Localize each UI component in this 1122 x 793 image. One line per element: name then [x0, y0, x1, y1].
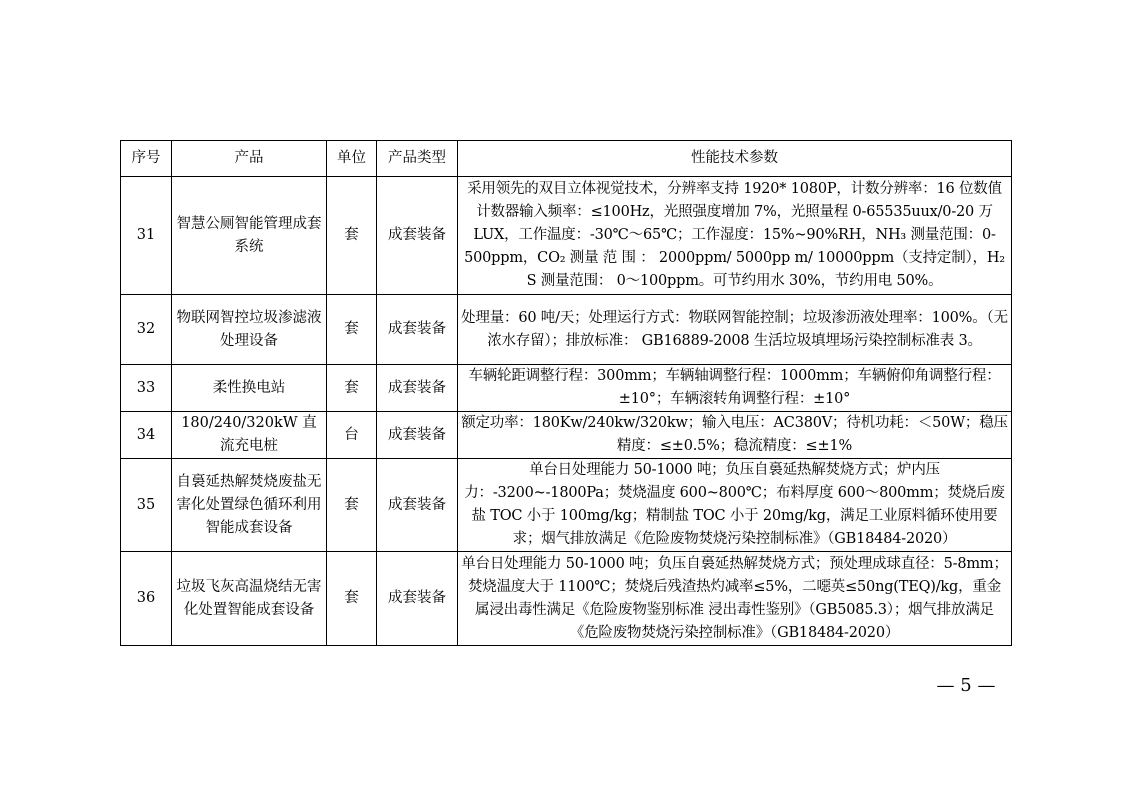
row-type: 成套装备	[377, 365, 458, 412]
table-header-row	[121, 141, 1012, 177]
row-unit: 套	[327, 365, 377, 412]
row-unit: 套	[327, 459, 377, 552]
row-product: 智慧公厕智能管理成套系统	[172, 177, 327, 295]
row-type: 成套装备	[377, 295, 458, 365]
row-index: 31	[121, 177, 172, 295]
row-params: 车辆轮距调整行程：300mm；车辆轴调整行程：1000mm；车辆俯仰角调整行程：±10°；车辆滚转角调整行程：±10°	[458, 365, 1012, 412]
table-row	[121, 552, 1012, 646]
table-row	[121, 365, 1012, 412]
row-product: 自裛延热解焚烧废盐无害化处置绿色循环利用智能成套设备	[172, 459, 327, 552]
row-type: 成套装备	[377, 412, 458, 459]
row-params: 处理量：60 吨/天；处理运行方式：物联网智能控制；垃圾渗沥液处理率：100%。（无浓水存留）；排放标准： GB16889-2008 生活垃圾填埋场污染控制标准表 3。	[458, 295, 1012, 365]
header-type: 产品类型	[377, 141, 458, 177]
row-params: 采用领先的双目立体视觉技术，分辨率支持 1920* 1080P，计数分辨率：16 位数值计数器输入频率：≤100Hz，光照强度增加 7%，光照量程 0-65535uux/0-20 万 LUX，工作温度：-30℃～65℃；工作湿度：15%~90%RH，NH₃ 测量范围：0-500ppm，CO₂ 测量 范 围 ： 2000ppm/ 5000pp m/ 10000ppm（支持定制），H₂ S 测量范围： 0～100ppm。可节约用水 30%，节约用电 50%。	[458, 177, 1012, 295]
row-type: 成套装备	[377, 552, 458, 646]
row-params: 单台日处理能力 50-1000 吨；负压自裛延热解焚烧方式；炉内压力：-3200~-1800Pa；焚烧温度 600~800℃；布料厚度 600～800mm；焚烧后废盐 TOC 小于 100mg/kg；精制盐 TOC 小于 20mg/kg，满足工业原料循环使用要求；烟气排放满足《危险废物焚烧污染控制标准》（GB18484-2020）	[458, 459, 1012, 552]
row-type: 成套装备	[377, 459, 458, 552]
row-product: 180/240/320kW 直流充电桩	[172, 412, 327, 459]
row-index: 36	[121, 552, 172, 646]
row-product: 柔性换电站	[172, 365, 327, 412]
header-params: 性能技术参数	[458, 141, 1012, 177]
row-unit: 套	[327, 177, 377, 295]
row-index: 34	[121, 412, 172, 459]
row-product: 垃圾飞灰高温烧结无害化处置智能成套设备	[172, 552, 327, 646]
row-product: 物联网智控垃圾渗滤液处理设备	[172, 295, 327, 365]
row-index: 32	[121, 295, 172, 365]
header-unit: 单位	[327, 141, 377, 177]
product-spec-table	[120, 140, 1012, 646]
row-unit: 台	[327, 412, 377, 459]
table-row	[121, 412, 1012, 459]
row-unit: 套	[327, 295, 377, 365]
row-index: 33	[121, 365, 172, 412]
header-index: 序号	[121, 141, 172, 177]
page-number: — 5 —	[936, 675, 996, 696]
row-params: 单台日处理能力 50-1000 吨；负压自裛延热解焚烧方式；预处理成球直径：5-8mm；焚烧温度大于 1100℃；焚烧后残渣热灼减率≤5%，二噁英≤50ng(TEQ)/kg，重金属浸出毒性满足《危险废物鉴别标准 浸出毒性鉴别》（GB5085.3）；烟气排放满足《危险废物焚烧污染控制标准》（GB18484-2020）	[458, 552, 1012, 646]
table-row	[121, 459, 1012, 552]
row-unit: 套	[327, 552, 377, 646]
row-params: 额定功率：180Kw/240kw/320kw；输入电压：AC380V；待机功耗：＜50W；稳压精度：≤±0.5%；稳流精度：≤±1%	[458, 412, 1012, 459]
row-index: 35	[121, 459, 172, 552]
header-product: 产品	[172, 141, 327, 177]
table-row	[121, 177, 1012, 295]
row-type: 成套装备	[377, 177, 458, 295]
table-row	[121, 295, 1012, 365]
